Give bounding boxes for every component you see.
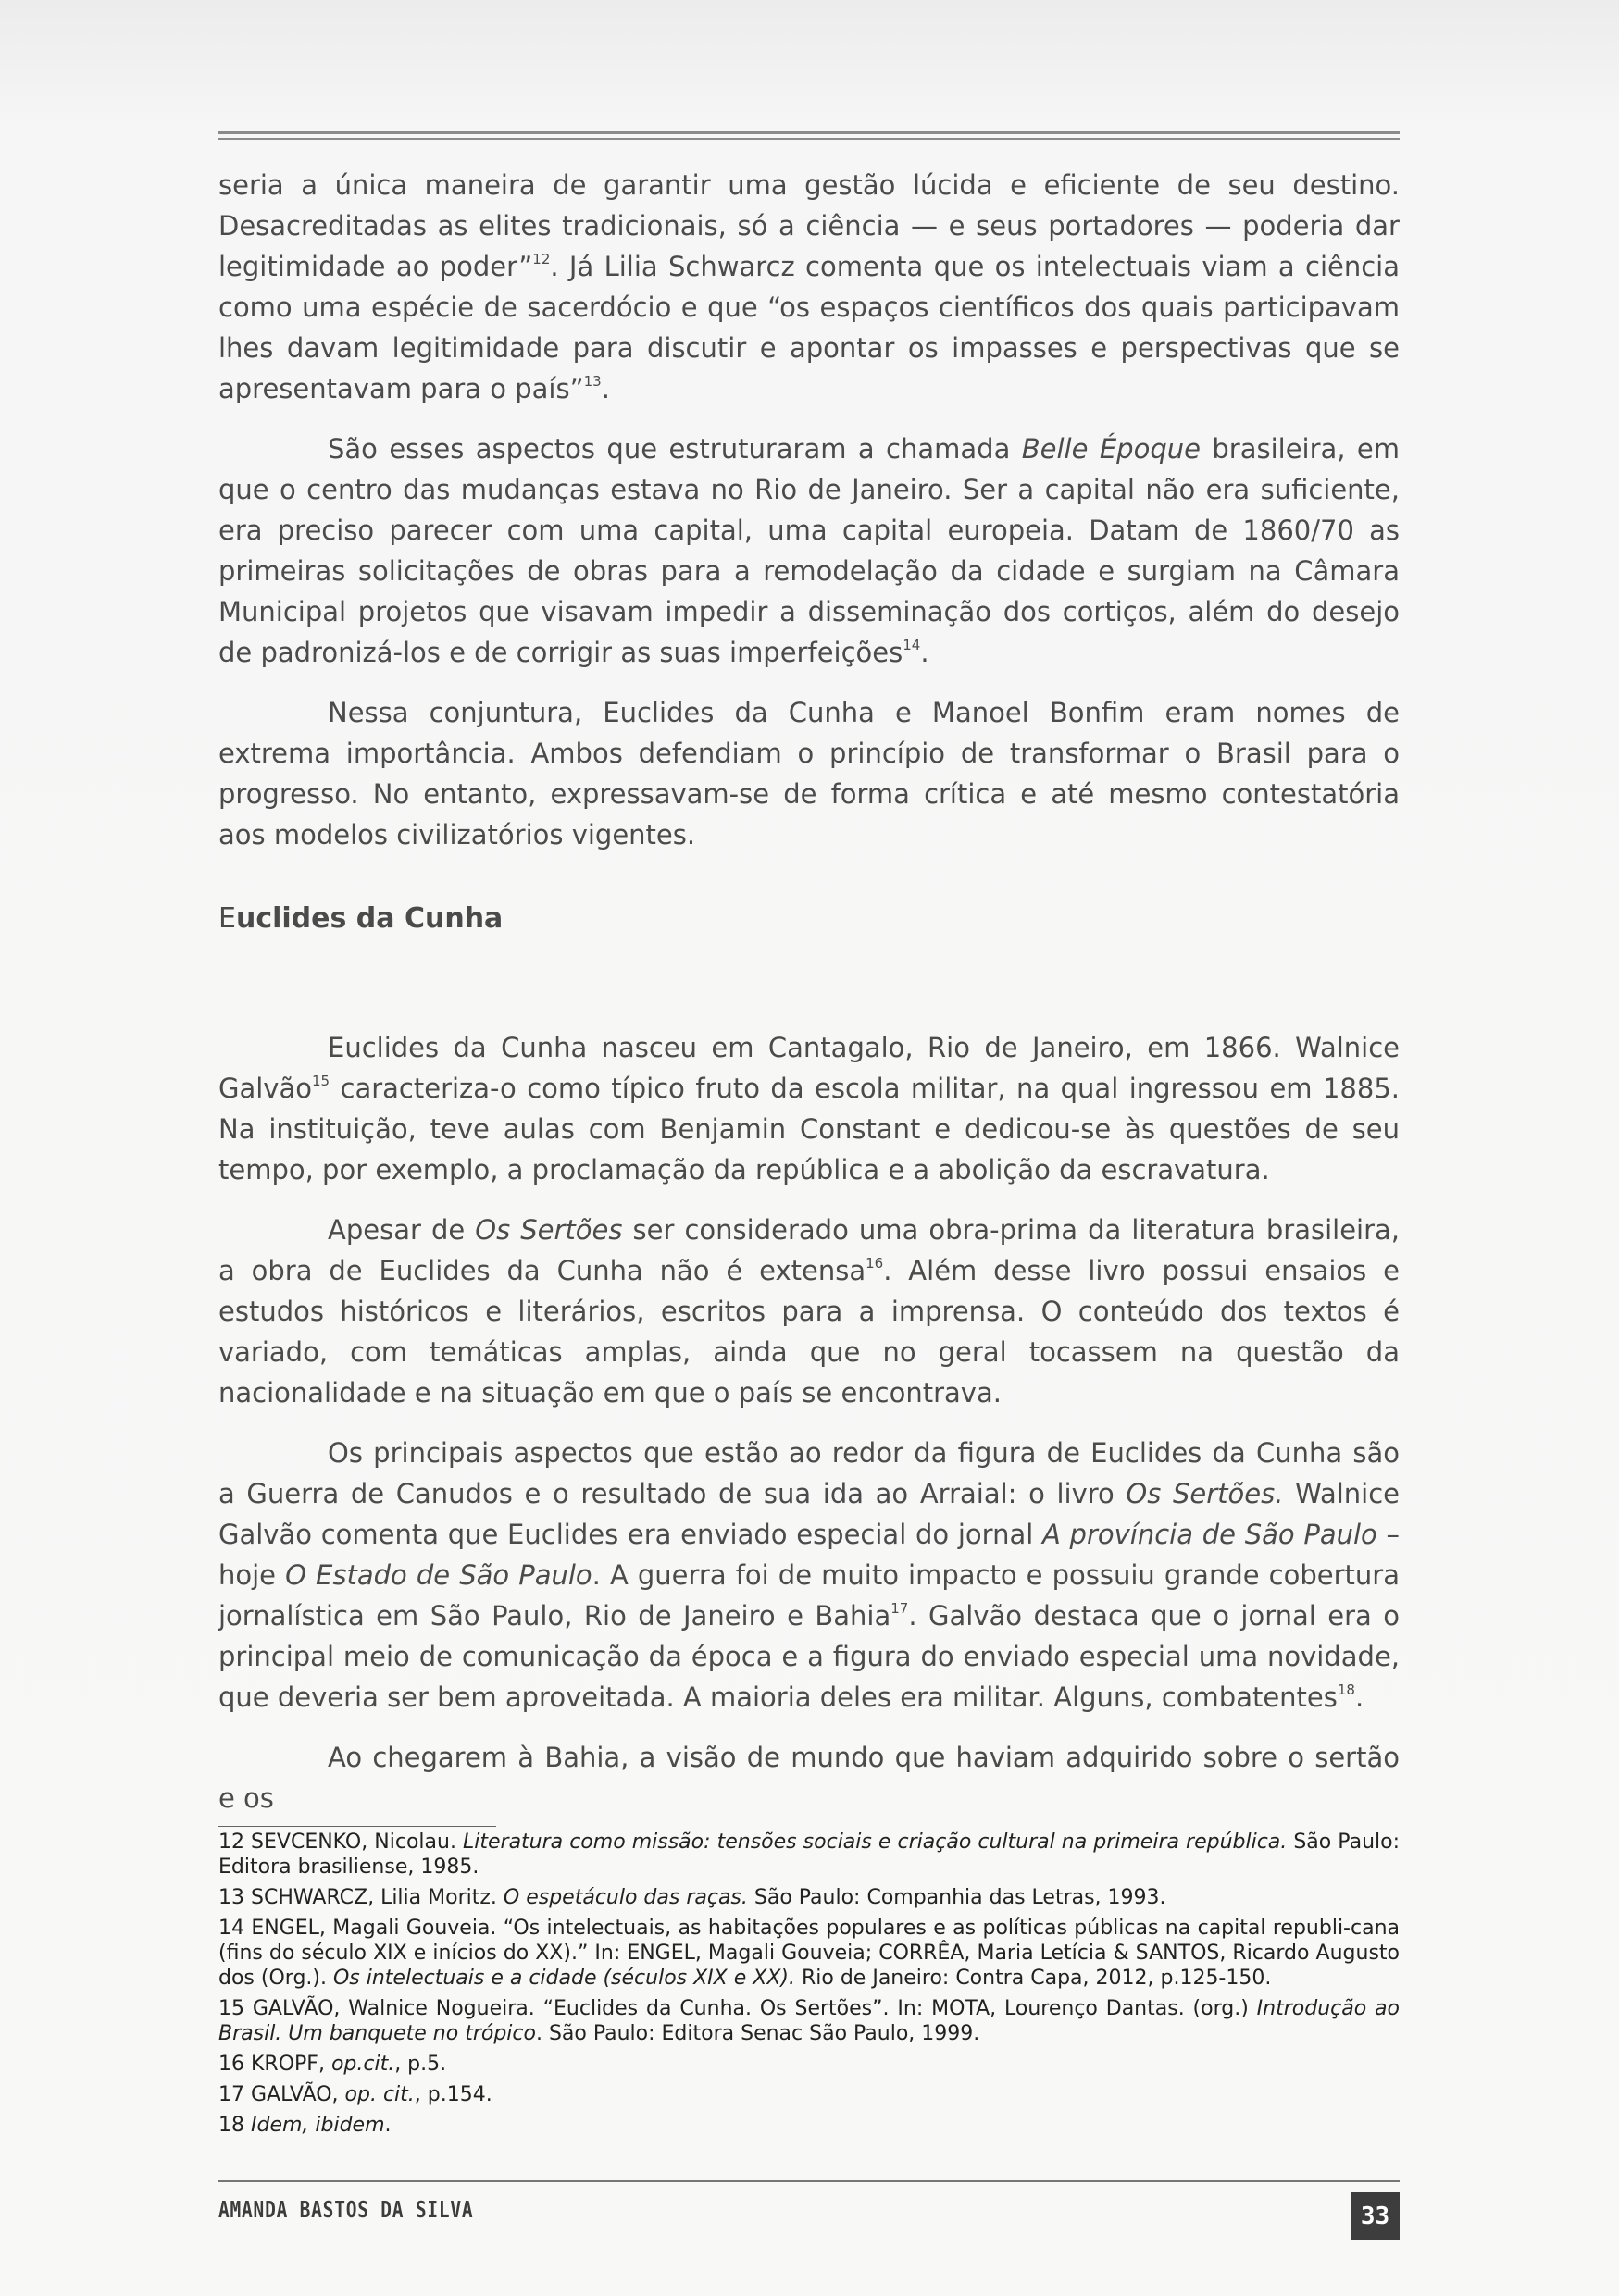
section-heading: Euclides da Cunha: [218, 902, 504, 935]
footnote-14: 14 ENGEL, Magali Gouveia. “Os intelectuais, as habitações populares e as políticas públicas na capital republi-cana (fins do século XIX e inícios do XX).” In: ENGEL, Magali Gouveia; CORRÊA, Maria Letícia & SANTOS, Ricardo Augusto dos (Org.). Os intelectuais e a cidade (séculos XIX e XX). Rio de Janeiro: Contra Capa, 2012, p.125-150.: [218, 1917, 1400, 1990]
paragraph-7: Ao chegarem à Bahia, a visão de mundo que haviam adquirido sobre o sertão e os: [218, 1742, 1400, 1814]
footer-rule: [218, 2180, 1400, 2182]
footnote-separator: [218, 1826, 496, 1827]
paragraph-3: Nessa conjuntura, Euclides da Cunha e Manoel Bonfim eram nomes de extrema importância. Ambos defendiam o princípio de transformar o Brasil para o progresso. No entanto, expressavam-se de forma crítica e até mesmo contestatória aos modelos civilizatórios vigentes.: [218, 697, 1400, 850]
footnote-17: 17 GALVÃO, op. cit., p.154.: [218, 2083, 492, 2106]
paragraph-2: São esses aspectos que estruturaram a chamada Belle Époque brasileira, em que o centro das mudanças estava no Rio de Janeiro. Ser a capital não era suficiente, era preciso parecer com uma capital, uma capital europeia. Datam de 1860/70 as primeiras solicitações de obras para a remodelação da cidade e surgiam na Câmara Municipal projetos que visavam impedir a disseminação dos cortiços, além do desejo de padronizá-los e de corrigir as suas imperfeições$^{14}$.: [218, 433, 1401, 668]
footnote-ref-17[interactable]: 17: [890, 1600, 909, 1617]
body-text-section: [218, 1027, 1400, 1838]
footer-author: AMANDA BASTOS DA SILVA: [218, 2196, 474, 2223]
footnote-16: 16 KROPF, op.cit., p.5.: [218, 2053, 447, 2076]
footnotes: [218, 1830, 1400, 2143]
footnote-18: 18 Idem, ibidem.: [218, 2114, 392, 2137]
top-double-rule: [218, 131, 1400, 140]
footnote-ref-13[interactable]: 13: [583, 373, 602, 390]
footnote-15: 15 GALVÃO, Walnice Nogueira. “Euclides da Cunha. Os Sertões”. In: MOTA, Lourenço Dantas. (org.) Introdução ao Brasil. Um banquete no trópico. São Paulo: Editora Senac São Paulo, 1999.: [218, 1997, 1400, 2045]
paragraph-5: Apesar de Os Sertões ser considerado uma obra-prima da literatura brasileira, a obra de Euclides da Cunha não é extensa$^{16}$. Além desse livro possui ensaios e estudos históricos e literários, escritos para a imprensa. O conteúdo dos textos é variado, com temáticas amplas, ainda que no geral tocassem na questão da nacionalidade e na situação em que o país se encontrava.: [218, 1214, 1401, 1409]
body-text-top: [218, 165, 1400, 875]
paragraph-6: Os principais aspectos que estão ao redor da figura de Euclides da Cunha são a Guerra de Canudos e o resultado de sua ida ao Arraial: o livro Os Sertões. Walnice Galvão comenta que Euclides era enviado especial do jornal A província de São Paulo – hoje O Estado de São Paulo. A guerra foi de muito impacto e possuiu grande cobertura jornalística em São Paulo, Rio de Janeiro e Bahia$^{17}$. Galvão destaca que o jornal era o principal meio de comunicação da época e a figura do enviado especial uma novidade, que deveria ser bem aproveitada. A maioria deles era militar. Alguns, combatentes$^{18}$.: [218, 1437, 1401, 1713]
footnote-ref-14[interactable]: 14: [903, 637, 921, 653]
paragraph-4: Euclides da Cunha nasceu em Cantagalo, Rio de Janeiro, em 1866. Walnice Galvão$^{15}$ caracteriza-o como típico fruto da escola militar, na qual ingressou em 1885. Na instituição, teve aulas com Benjamin Constant e dedicou-se às questões de seu tempo, por exemplo, a proclamação da república e a abolição da escravatura.: [218, 1032, 1400, 1185]
footnote-ref-12[interactable]: 12: [532, 251, 551, 267]
footnote-12: 12 SEVCENKO, Nicolau. Literatura como missão: tensões sociais e criação cultural na primeira república. São Paulo: Editora brasiliense, 1985.: [218, 1831, 1400, 1879]
page-number: 33: [1351, 2192, 1400, 2240]
footnote-ref-16[interactable]: 16: [866, 1255, 884, 1272]
footnote-13: 13 SCHWARCZ, Lilia Moritz. O espetáculo das raças. São Paulo: Companhia das Letras, 1993.: [218, 1886, 1166, 1909]
footnote-ref-15[interactable]: 15: [311, 1073, 330, 1089]
paragraph-1: seria a única maneira de garantir uma gestão lúcida e eficiente de seu destino. Desacreditadas as elites tradicionais, só a ciência — e seus portadores — poderia dar legitimidade ao poder”$^{12}$. Já Lilia Schwarcz comenta que os intelectuais viam a ciência como uma espécie de sacerdócio e que “os espaços científicos dos quais participavam lhes davam legitimidade para discutir e apontar os impasses e perspectivas que se apresentavam para o país”$^{13}$.: [218, 169, 1400, 404]
footnote-ref-18[interactable]: 18: [1337, 1682, 1355, 1698]
